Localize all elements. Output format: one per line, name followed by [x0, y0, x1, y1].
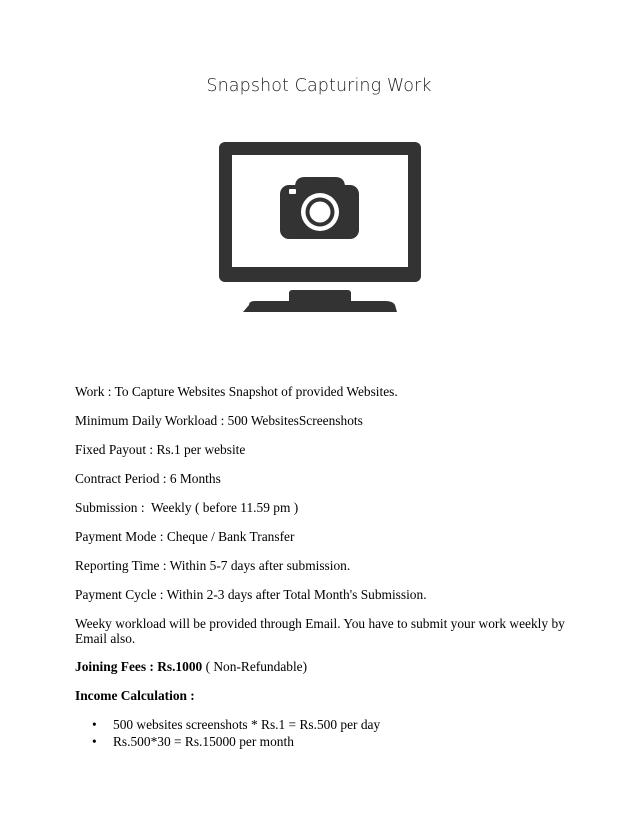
joining-fees-label: Joining Fees : Rs.1000	[75, 659, 203, 674]
document-title: Snapshot Capturing Work	[206, 76, 432, 96]
submission-line: Submission : Weekly ( before 11.59 pm )	[75, 500, 299, 515]
fixed-payout-line: Fixed Payout : Rs.1 per website	[75, 442, 246, 457]
income-item-text: 500 websites screenshots * Rs.1 = Rs.500 per day	[113, 717, 381, 732]
workload-note-paragraph: Weeky workload will be provided through Email. You have to submit your work weekly by Email also.	[75, 616, 565, 646]
monitor-with-camera-icon	[219, 142, 421, 314]
income-list-item	[75, 734, 565, 751]
bullet-icon: •	[92, 717, 97, 732]
work-line: Work : To Capture Websites Snapshot of provided Websites.	[75, 384, 398, 399]
reporting-time-line: Reporting Time : Within 5-7 days after submission.	[75, 558, 351, 573]
payment-cycle-line: Payment Cycle : Within 2-3 days after Total Month's Submission.	[75, 587, 427, 602]
joining-fees-note: ( Non-Refundable)	[202, 659, 308, 674]
income-item-text: Rs.500*30 = Rs.15000 per month	[113, 733, 294, 749]
income-list-item	[75, 717, 565, 734]
min-workload-line: Minimum Daily Workload : 500 WebsitesScreenshots	[75, 413, 363, 428]
contract-period-line: Contract Period : 6 Months	[75, 471, 221, 486]
camera-flash	[289, 189, 296, 194]
joining-fees-line	[75, 659, 565, 674]
payment-mode-line: Payment Mode : Cheque / Bank Transfer	[75, 529, 295, 544]
camera-lens-inner	[310, 202, 331, 223]
income-calculation-heading: Income Calculation :	[75, 688, 195, 703]
monitor-stand-base	[243, 301, 397, 312]
bullet-icon: •	[92, 733, 97, 749]
income-list	[75, 717, 565, 750]
